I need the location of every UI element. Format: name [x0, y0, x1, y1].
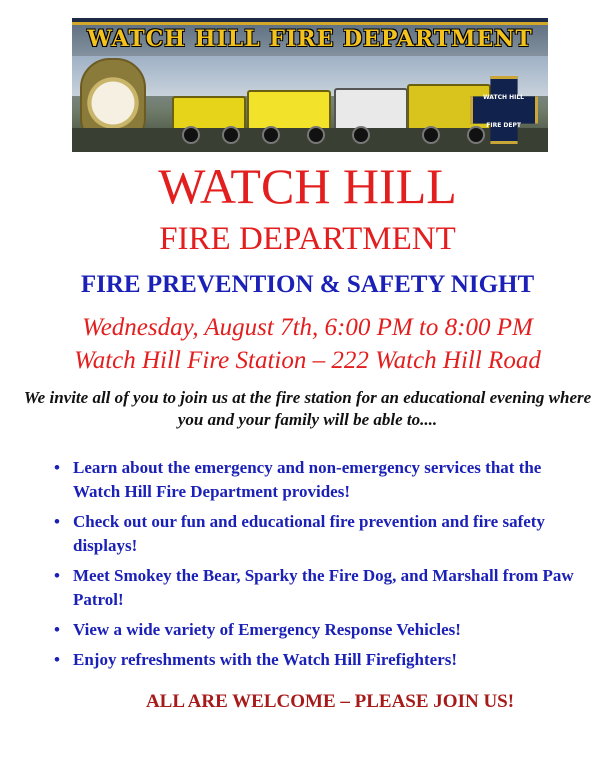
intro-paragraph: We invite all of you to join us at the fire station for an educational evening where you and your family will be able to.... — [23, 388, 592, 429]
event-name: FIRE PREVENTION & SAFETY NIGHT — [80, 271, 535, 298]
bullet-icon: • — [54, 566, 60, 585]
banner-title: WATCH HILL FIRE DEPARTMENT — [87, 26, 533, 52]
list-item — [52, 564, 592, 612]
wheel-icon — [307, 126, 325, 144]
wheel-icon — [182, 126, 200, 144]
wheel-icon — [422, 126, 440, 144]
wheel-icon — [222, 126, 240, 144]
wheel-icon — [467, 126, 485, 144]
list-item — [52, 456, 592, 504]
page-title: WATCH HILL — [158, 158, 457, 214]
wheel-icon — [262, 126, 280, 144]
bullet-icon: • — [54, 458, 60, 477]
activities-list — [52, 456, 592, 678]
wheel-icon — [352, 126, 370, 144]
bullet-icon: • — [54, 620, 60, 639]
list-item — [52, 510, 592, 558]
list-item-text: View a wide variety of Emergency Response Vehicles! — [73, 620, 461, 639]
badge-top-text: WATCH HILL — [482, 94, 524, 101]
list-item-text: Meet Smokey the Bear, Sparky the Fire Dog, and Marshall from Paw Patrol! — [73, 566, 574, 609]
event-location: Watch Hill Fire Station – 222 Watch Hill Road — [74, 347, 541, 374]
bullet-icon: • — [54, 650, 60, 669]
event-datetime: Wednesday, August 7th, 6:00 PM to 8:00 PM — [82, 314, 533, 341]
list-item-text: Learn about the emergency and non-emergency services that the Watch Hill Fire Department provides! — [73, 458, 542, 501]
list-item — [52, 618, 592, 642]
bullet-icon: • — [54, 512, 60, 531]
list-item — [52, 648, 592, 672]
page-subtitle: FIRE DEPARTMENT — [159, 221, 456, 257]
badge-bottom-text: FIRE DEPT — [486, 122, 521, 129]
banner-gold-stripe — [72, 22, 548, 25]
closing-message: ALL ARE WELCOME – PLEASE JOIN US! — [145, 691, 515, 712]
list-item-text: Check out our fun and educational fire prevention and fire safety displays! — [73, 512, 545, 555]
header-banner-image — [72, 18, 548, 152]
list-item-text: Enjoy refreshments with the Watch Hill Firefighters! — [73, 650, 458, 669]
